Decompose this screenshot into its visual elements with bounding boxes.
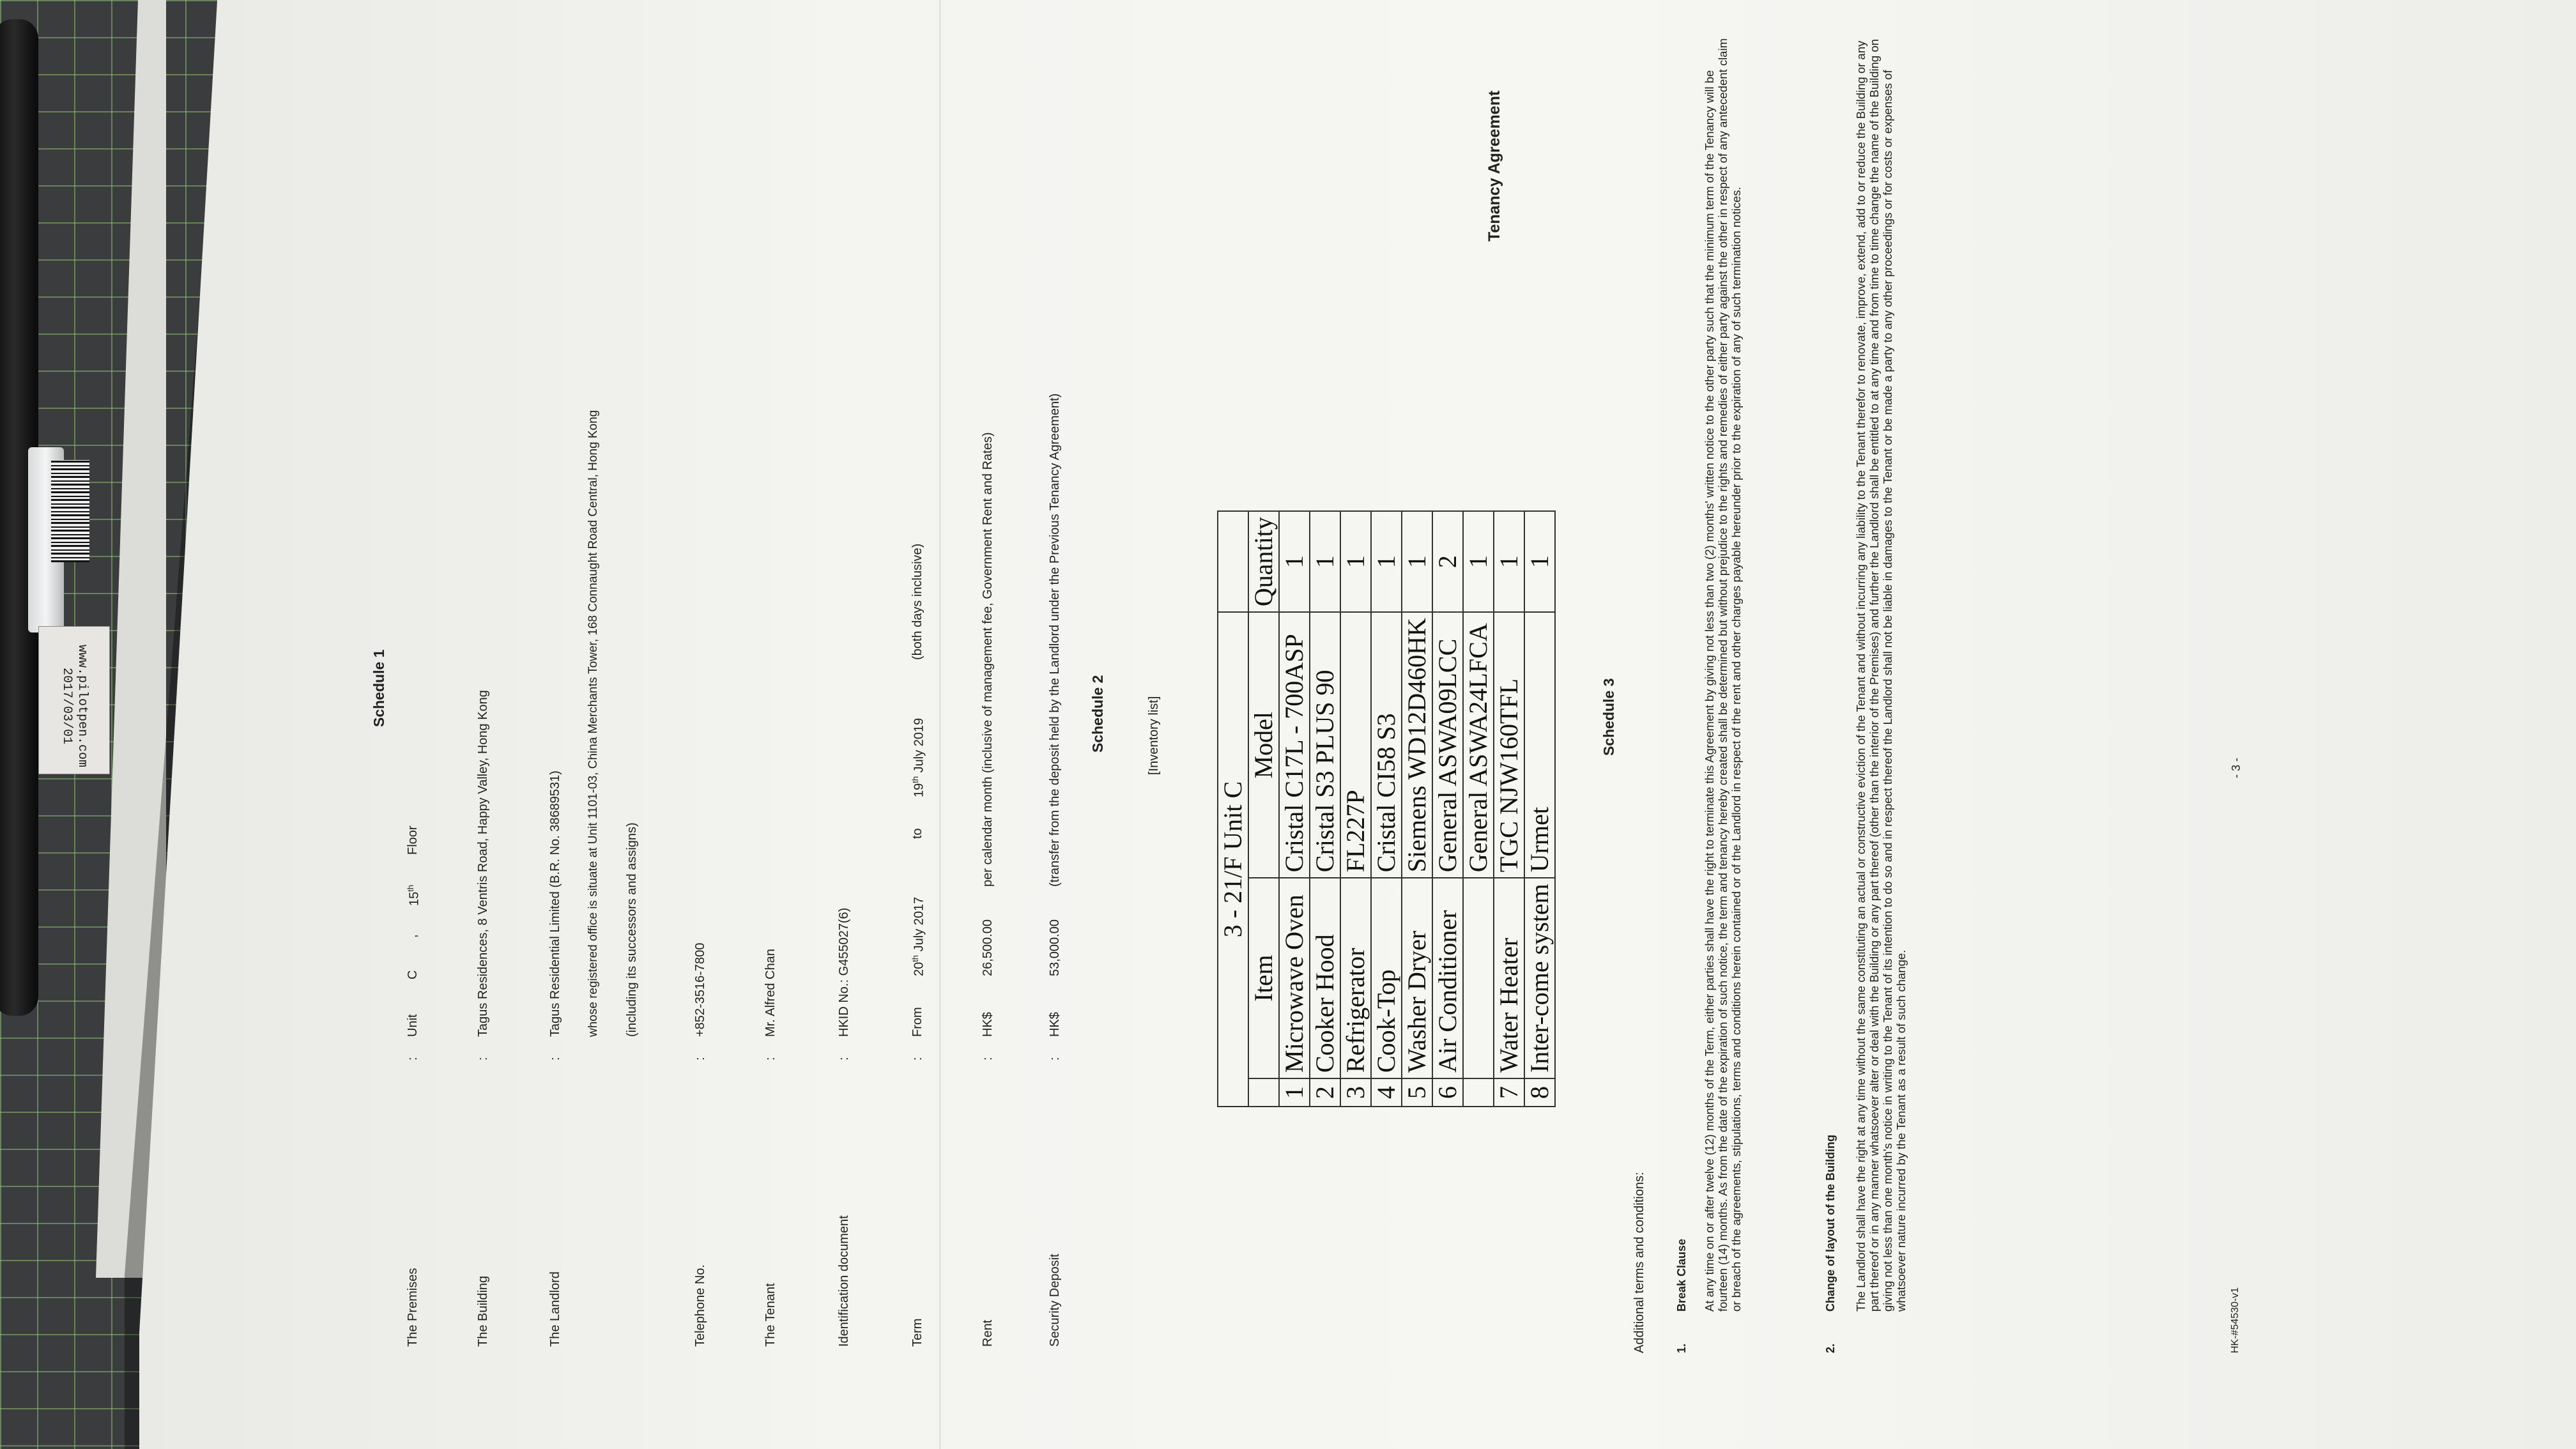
inventory-row-quantity: 1 bbox=[1494, 511, 1524, 612]
inventory-row bbox=[1371, 511, 1402, 1107]
rent-amount: 26,500.00 bbox=[981, 919, 995, 976]
premises-floor-number: 15th bbox=[406, 884, 422, 906]
inventory-row-model: TGC NJW160TFL bbox=[1494, 612, 1524, 878]
deposit-colon: : bbox=[1048, 1057, 1062, 1061]
identification-value: HKID No.: G455027(6) bbox=[837, 907, 851, 1037]
rent-currency: HK$ bbox=[981, 1012, 995, 1037]
inventory-row-number: 7 bbox=[1494, 1078, 1524, 1107]
deposit-currency: HK$ bbox=[1048, 1012, 1062, 1037]
inventory-row-item: Cook-Top bbox=[1371, 878, 1402, 1078]
clause-2-title: Change of layout of the Building bbox=[1824, 1135, 1837, 1312]
clause-1-title: Break Clause bbox=[1675, 1238, 1688, 1312]
inventory-row-quantity: 1 bbox=[1310, 511, 1340, 612]
inventory-row bbox=[1402, 511, 1432, 1107]
inventory-title: 3 - 21/F Unit C bbox=[1218, 612, 1248, 1107]
inventory-row-quantity: 2 bbox=[1432, 511, 1463, 612]
term-note: (both days inclusive) bbox=[910, 543, 924, 660]
page-number: - 3 - bbox=[2230, 757, 2242, 778]
clause-2-text: The Landlord shall have the right at any time without the same constituting an actual or constructive eviction of the Tenant and without incurring any liability to the Tenant therefor to renovate, improve, extend, add to or reduce the Building or any part thereof or in any manner whatsoever alter or deal with the Building or any part thereof (other than the interior of the Premises) and further the Landlord shall be entitled to at any time and from time to time change the name of the Building on giving not less than one month's notice in writing to the Tenant of its intention to do so and in respect thereof the Landlord shall not be liable in damages to the Tenant or be made a party to any other proceedings or for costs or expenses of whatsoever nature incurred by the Tenant as a result of such change. bbox=[1854, 39, 1908, 1312]
inventory-row-model: Urmet bbox=[1524, 612, 1555, 878]
rent-note: per calendar month (inclusive of management fee, Government Rent and Rates) bbox=[981, 432, 995, 887]
inventory-row-number bbox=[1463, 1078, 1494, 1107]
schedule3-intro: Additional terms and conditions: bbox=[1632, 1172, 1646, 1353]
deposit-note: (transfer from the deposit held by the Landlord under the Previous Tenancy Agreement) bbox=[1048, 393, 1062, 887]
term-from-word: From bbox=[910, 1007, 924, 1037]
inventory-row-quantity: 1 bbox=[1402, 511, 1432, 612]
inventory-row-item: Cooker Hood bbox=[1310, 878, 1340, 1078]
deposit-label: Security Deposit bbox=[1048, 1254, 1062, 1347]
tenant-value: Mr. Alfred Chan bbox=[763, 949, 778, 1037]
inventory-table bbox=[1217, 510, 1556, 1107]
inventory-row-quantity: 1 bbox=[1524, 511, 1555, 612]
premises-floor-word: Floor bbox=[406, 825, 420, 855]
rent-colon: : bbox=[981, 1057, 995, 1061]
telephone-colon: : bbox=[693, 1057, 707, 1061]
term-label: Term bbox=[910, 1318, 924, 1347]
inventory-title-blank bbox=[1218, 511, 1248, 612]
pen-label-line2: 2017/03/01 bbox=[59, 667, 74, 745]
landlord-colon: : bbox=[548, 1057, 562, 1061]
tenant-colon: : bbox=[763, 1057, 778, 1061]
telephone-label: Telephone No. bbox=[693, 1264, 707, 1347]
premises-colon: : bbox=[406, 1057, 420, 1061]
building-value: Tagus Residences, 8 Ventris Road, Happy Valley, Hong Kong bbox=[476, 690, 490, 1037]
inventory-row-quantity: 1 bbox=[1463, 511, 1494, 612]
telephone-value: +852-3516-7800 bbox=[693, 942, 707, 1037]
clause-1-number: 1. bbox=[1675, 1343, 1688, 1353]
rent-label: Rent bbox=[981, 1319, 995, 1347]
inventory-row-model: Cristal S3 PLUS 90 bbox=[1310, 612, 1340, 878]
inventory-row-number: 1 bbox=[1279, 1078, 1310, 1107]
inventory-row-number: 6 bbox=[1432, 1078, 1463, 1107]
inventory-row-number: 2 bbox=[1310, 1078, 1340, 1107]
inventory-row-model: General ASWA09LCC bbox=[1432, 612, 1463, 878]
inventory-row-item: Inter-come system bbox=[1524, 878, 1555, 1078]
inventory-row-model: Cristal CI58 S3 bbox=[1371, 612, 1402, 878]
premises-unit: C bbox=[406, 970, 420, 979]
inventory-row-model: Siemens WD12D460HK bbox=[1402, 612, 1432, 878]
inventory-row-number: 5 bbox=[1402, 1078, 1432, 1107]
inventory-header-blank bbox=[1248, 1078, 1279, 1107]
premises-comma: , bbox=[406, 934, 420, 938]
premises-label: The Premises bbox=[406, 1268, 420, 1347]
schedule1-heading: Schedule 1 bbox=[371, 649, 387, 727]
clause-2-number: 2. bbox=[1824, 1343, 1837, 1353]
premises-unit-word: Unit bbox=[406, 1014, 420, 1037]
inventory-row-item: Refrigerator bbox=[1340, 878, 1371, 1078]
inventory-row bbox=[1463, 511, 1494, 1107]
landlord-line2: whose registered office is situate at Unit 1101-03, China Merchants Tower, 168 Connaught Road Central, Hong Kong bbox=[586, 410, 600, 1037]
document-title: Tenancy Agreement bbox=[1485, 90, 1503, 241]
inventory-header-model: Model bbox=[1248, 612, 1279, 878]
inventory-row-model: FL227P bbox=[1340, 612, 1371, 878]
inventory-row-quantity: 1 bbox=[1371, 511, 1402, 612]
inventory-header-item: Item bbox=[1248, 878, 1279, 1078]
schedule3-heading: Schedule 3 bbox=[1600, 678, 1617, 756]
inventory-header-row bbox=[1248, 511, 1279, 1107]
inventory-row-number: 8 bbox=[1524, 1078, 1555, 1107]
building-colon: : bbox=[476, 1057, 490, 1061]
inventory-row-quantity: 1 bbox=[1279, 511, 1310, 612]
inventory-row bbox=[1310, 511, 1340, 1107]
identification-label: Identification document bbox=[837, 1215, 851, 1347]
term-to-date: 19th July 2019 bbox=[910, 717, 926, 797]
inventory-body bbox=[1279, 511, 1555, 1107]
inventory-row-number: 3 bbox=[1340, 1078, 1371, 1107]
inventory-title-row bbox=[1218, 511, 1248, 1107]
identification-colon: : bbox=[837, 1057, 851, 1061]
term-colon: : bbox=[910, 1057, 924, 1061]
inventory-row bbox=[1432, 511, 1463, 1107]
tenant-label: The Tenant bbox=[763, 1283, 778, 1347]
building-label: The Building bbox=[476, 1275, 490, 1347]
landlord-line1: Tagus Residential Limited (B.R. No. 38689531) bbox=[548, 770, 562, 1037]
term-from-date: 20th July 2017 bbox=[910, 896, 926, 976]
deposit-amount: 53,000.00 bbox=[1048, 919, 1062, 976]
inventory-row bbox=[1524, 511, 1555, 1107]
inventory-row-quantity: 1 bbox=[1340, 511, 1371, 612]
inventory-row-item: Washer Dryer bbox=[1402, 878, 1432, 1078]
landlord-line3: (including its successors and assigns) bbox=[625, 822, 639, 1037]
inventory-row-number: 4 bbox=[1371, 1078, 1402, 1107]
clause-1-text: At any time on or after twelve (12) months of the Term, either parties shall have the right to terminate this Agreement by giving not less than two (2) months' written notice to the other party such that the minimum term of the Tenancy will be fourteen (14) months. As from the date of the expiration of such notice, the term and tenancy hereby created shall be determined but without prejudice to the rights and remedies of either party against the other in respect of any antecedent claim or breach of the agreements, stipulations, terms and conditions herein contained or of the Landlord in respect of the rent and other charges payable hereunder prior to the expiration of any of such termination notices. bbox=[1703, 38, 1743, 1312]
inventory-row-model: Cristal C17L - 700ASP bbox=[1279, 612, 1310, 878]
inventory-row bbox=[1279, 511, 1310, 1107]
inventory-row-model: General ASWA24LFCA bbox=[1463, 612, 1494, 878]
inventory-row-item bbox=[1463, 878, 1494, 1078]
term-to-word: to bbox=[910, 828, 924, 839]
document-reference: HK-#54530-v1 bbox=[2230, 1287, 2241, 1353]
inventory-row-item: Water Heater bbox=[1494, 878, 1524, 1078]
pen-label-line1: www.pilotpen.com bbox=[75, 644, 89, 768]
schedule2-heading: Schedule 2 bbox=[1089, 675, 1106, 753]
inventory-header-quantity: Quantity bbox=[1248, 511, 1279, 612]
inventory-row-item: Air Conditioner bbox=[1432, 878, 1463, 1078]
inventory-row bbox=[1494, 511, 1524, 1107]
inventory-row bbox=[1340, 511, 1371, 1107]
inventory-row-item: Microwave Oven bbox=[1279, 878, 1310, 1078]
schedule2-subheading: [Inventory list] bbox=[1147, 696, 1161, 775]
landlord-label: The Landlord bbox=[548, 1271, 562, 1347]
